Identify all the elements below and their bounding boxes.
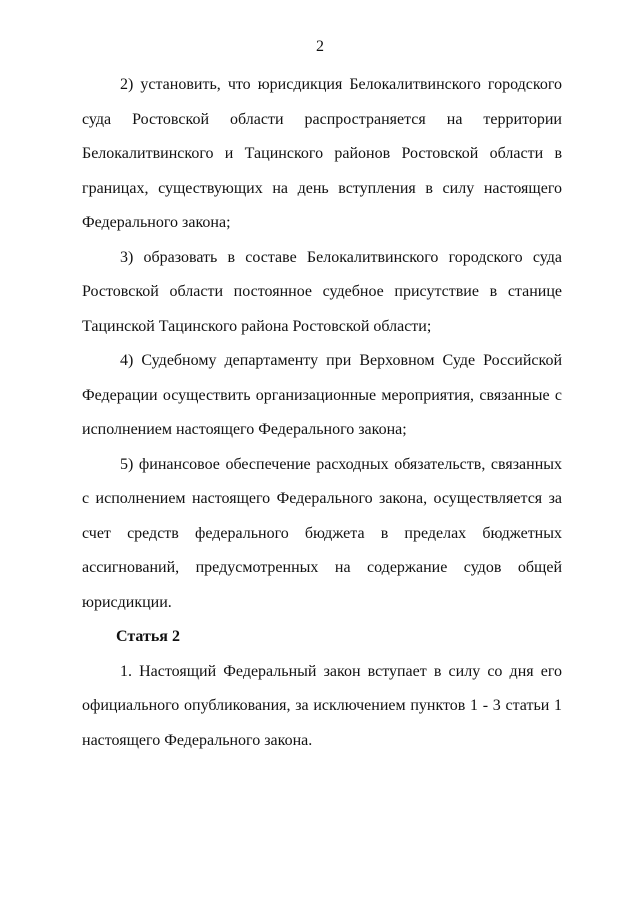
paragraph-item-5: 5) финансовое обеспечение расходных обязательств, связанных с исполнением настоящего Федерального закона, осуществляется за счет средств федерального бюджета в пределах бюджетных ассигнований, предусмотренных на содержание судов общей юрисдикции.: [82, 455, 562, 611]
paragraph-item-3: 3) образовать в составе Белокалитвинского городского суда Ростовской области постоянное судебное присутствие в станице Тацинской Тацинского района Ростовской области;: [82, 248, 562, 335]
paragraph-item-4: 4) Судебному департаменту при Верховном Суде Российской Федерации осуществить организационные мероприятия, связанные с исполнением настоящего Федерального закона;: [82, 352, 562, 438]
document-body: [82, 68, 562, 758]
paragraph-item-2: 2) установить, что юрисдикция Белокалитвинского городского суда Ростовской области распространяется на территории Белокалитвинского и Тацинского районов Ростовской области в границах, существующих на день вступления в силу настоящего Федерального закона;: [82, 76, 562, 231]
article-2-paragraph-1: 1. Настоящий Федеральный закон вступает в силу со дня его официального опубликования, за исключением пунктов 1 - 3 статьи 1 настоящего Федерального закона.: [82, 662, 562, 749]
page-number: 2: [316, 38, 324, 55]
article-heading: Статья 2: [116, 628, 180, 645]
